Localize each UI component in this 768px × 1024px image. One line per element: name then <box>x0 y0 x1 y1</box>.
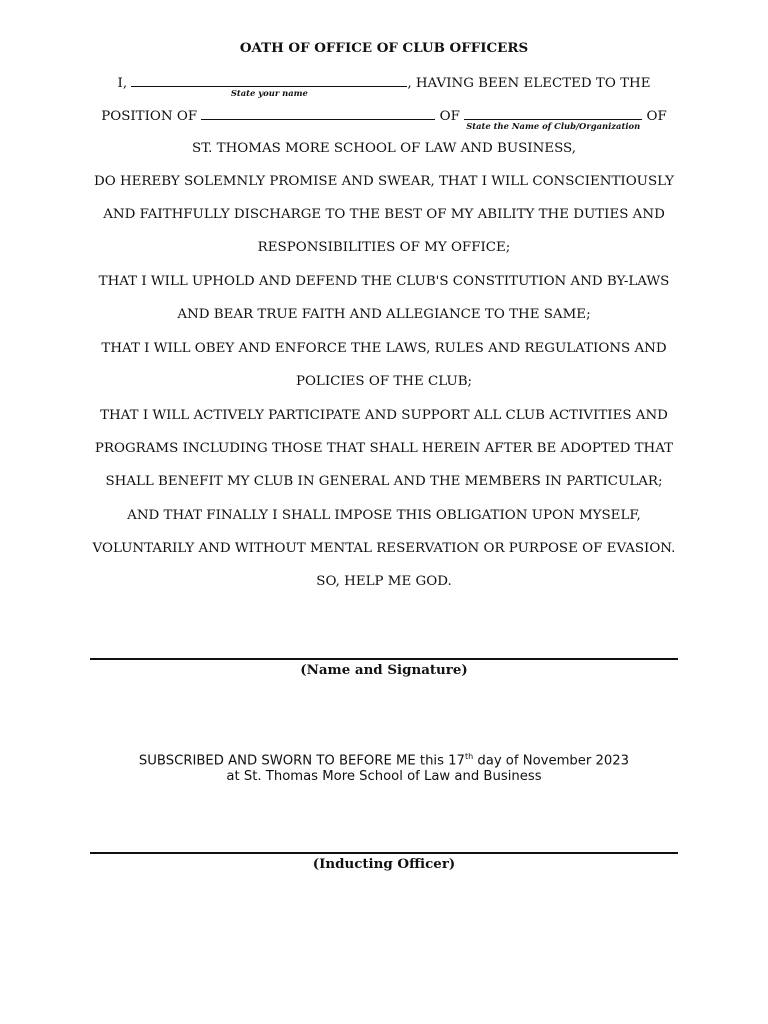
inducting-officer-label: (Inducting Officer) <box>312 856 456 872</box>
body-line: AND THAT FINALLY I SHALL IMPOSE THIS OBLIGATION UPON MYSELF, <box>127 508 641 523</box>
body-line: DO HEREBY SOLEMNLY PROMISE AND SWEAR, THAT I WILL CONSCIENTIOUSLY <box>93 174 675 189</box>
name-hint: State your name <box>230 88 308 98</box>
signature-line[interactable] <box>90 658 678 660</box>
line2-suffix: OF <box>646 109 667 124</box>
body-line: POLICIES OF THE CLUB; <box>295 374 473 389</box>
position-blank[interactable] <box>201 107 435 120</box>
inducting-officer-line[interactable] <box>90 852 678 854</box>
position-line <box>0 107 768 131</box>
document-title: OATH OF OFFICE OF CLUB OFFICERS <box>239 40 529 56</box>
sworn-location: at St. Thomas More School of Law and Business <box>226 769 542 784</box>
body-line: THAT I WILL ACTIVELY PARTICIPATE AND SUPPORT ALL CLUB ACTIVITIES AND <box>100 408 668 423</box>
body-line: THAT I WILL UPHOLD AND DEFEND THE CLUB'S CONSTITUTION AND BY-LAWS <box>98 274 670 289</box>
body-line: AND FAITHFULLY DISCHARGE TO THE BEST OF MY ABILITY THE DUTIES AND <box>103 207 665 222</box>
club-blank[interactable] <box>464 107 642 131</box>
club-hint: State the Name of Club/Organization <box>466 121 641 131</box>
body-line: SHALL BENEFIT MY CLUB IN GENERAL AND THE MEMBERS IN PARTICULAR; <box>105 474 663 489</box>
body-line: PROGRAMS INCLUDING THOSE THAT SHALL HEREIN AFTER BE ADOPTED THAT <box>94 441 674 456</box>
body-line: THAT I WILL OBEY AND ENFORCE THE LAWS, RULES AND REGULATIONS AND <box>101 341 667 356</box>
sworn-statement <box>0 752 768 768</box>
body-line: ST. THOMAS MORE SCHOOL OF LAW AND BUSINESS, <box>192 141 576 156</box>
line2-prefix: POSITION OF <box>101 109 198 124</box>
body-line: VOLUNTARILY AND WITHOUT MENTAL RESERVATION OR PURPOSE OF EVASION. <box>92 541 676 556</box>
sworn-suffix: day of November 2023 <box>473 753 630 769</box>
name-blank[interactable] <box>131 74 407 98</box>
line1-suffix: , HAVING BEEN ELECTED TO THE <box>407 76 651 91</box>
signature-label: (Name and Signature) <box>300 662 468 678</box>
body-line: RESPONSIBILITIES OF MY OFFICE; <box>257 240 511 255</box>
name-line <box>0 74 768 98</box>
sworn-ordinal: th <box>464 752 474 761</box>
sworn-prefix: SUBSCRIBED AND SWORN TO BEFORE ME this 17 <box>138 753 465 769</box>
body-line: AND BEAR TRUE FAITH AND ALLEGIANCE TO THE SAME; <box>177 307 591 322</box>
line2-middle: OF <box>439 109 460 124</box>
body-line: SO, HELP ME GOD. <box>316 574 452 589</box>
line1-prefix: I, <box>117 76 128 91</box>
